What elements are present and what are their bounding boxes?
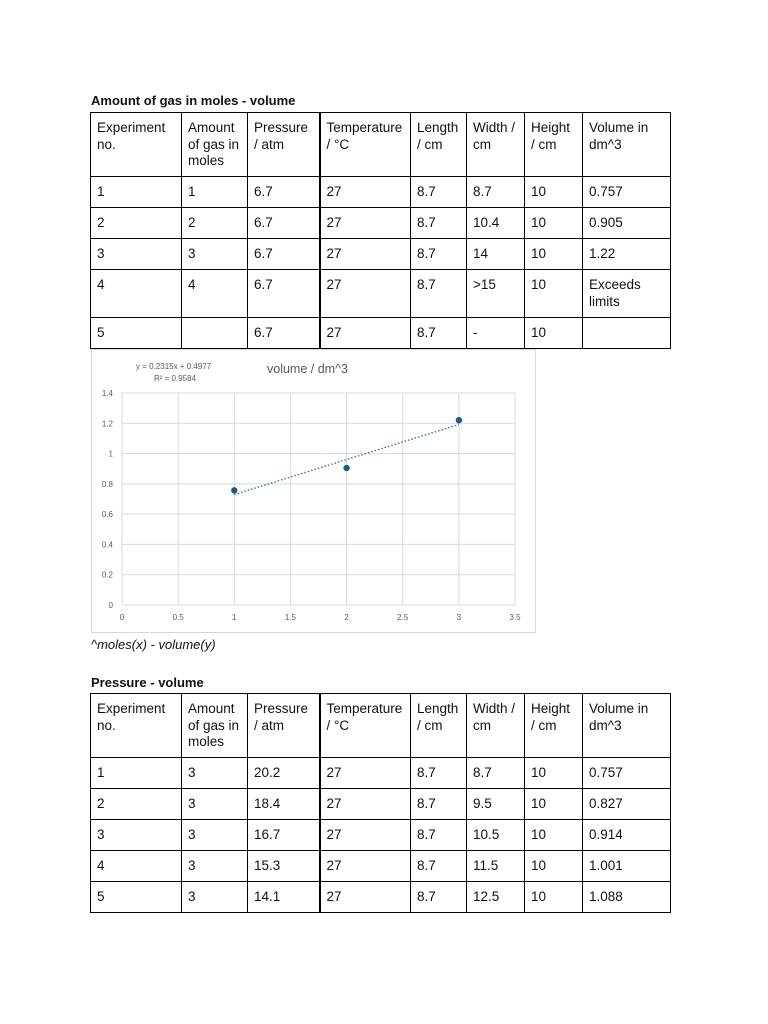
header-cell: Temperature / °C [320, 694, 411, 758]
table-cell: 4 [91, 851, 182, 882]
table-cell: 6.7 [248, 239, 320, 270]
table-cell: 1 [182, 177, 248, 208]
x-tick-label: 3.5 [509, 613, 521, 622]
table-cell: 10 [525, 758, 583, 789]
x-tick-label: 1.5 [284, 613, 296, 622]
table-row [91, 208, 671, 239]
table-row [91, 239, 671, 270]
x-tick-label: 2 [344, 613, 349, 622]
table-cell: 8.7 [467, 758, 525, 789]
table-cell: 8.7 [411, 239, 467, 270]
volume-chart-svg [92, 350, 535, 632]
table-cell: Exceeds limits [583, 270, 671, 318]
table-cell: 10 [525, 851, 583, 882]
header-cell: Experiment no. [91, 113, 182, 177]
moles-volume-table [90, 112, 671, 349]
table-cell: 10 [525, 270, 583, 318]
table-cell: 1 [91, 177, 182, 208]
x-tick-label: 1 [232, 613, 237, 622]
table-cell: 10.4 [467, 208, 525, 239]
table-cell: 27 [320, 208, 411, 239]
x-tick-label: 3 [456, 613, 462, 622]
table-cell: 1.22 [583, 239, 671, 270]
table-cell: 27 [320, 820, 411, 851]
table-cell: 8.7 [411, 270, 467, 318]
table-row [91, 882, 671, 913]
table-row [91, 270, 671, 318]
y-tick-label: 0.8 [101, 479, 113, 489]
y-tick-label: 0.4 [101, 540, 113, 550]
table-cell: 6.7 [248, 208, 320, 239]
table-cell: 0.757 [583, 758, 671, 789]
header-cell: Length / cm [411, 113, 467, 177]
table-cell: 8.7 [467, 177, 525, 208]
pressure-volume-table [90, 693, 671, 913]
section-heading-pressure-volume: Pressure - volume [91, 675, 204, 690]
table-cell: 4 [91, 270, 182, 318]
header-cell: Height / cm [525, 113, 583, 177]
header-cell: Height / cm [525, 694, 583, 758]
section-heading-moles-volume: Amount of gas in moles - volume [91, 93, 296, 108]
table-cell: 27 [320, 177, 411, 208]
table-cell: 10 [525, 789, 583, 820]
table-cell: 10 [525, 177, 583, 208]
table-row [91, 851, 671, 882]
table-cell: 2 [91, 789, 182, 820]
table-cell: 10.5 [467, 820, 525, 851]
header-cell: Experiment no. [91, 694, 182, 758]
table-cell: 0.905 [583, 208, 671, 239]
table-cell: 3 [182, 882, 248, 913]
header-cell: Amount of gas in moles [182, 694, 248, 758]
data-point [456, 417, 462, 423]
table-row [91, 177, 671, 208]
table-cell: 16.7 [248, 820, 320, 851]
table-cell: 27 [320, 318, 411, 349]
table-cell: 27 [320, 758, 411, 789]
table-cell: 2 [182, 208, 248, 239]
table-cell: 8.7 [411, 208, 467, 239]
table-cell: 27 [320, 882, 411, 913]
table-cell: 5 [91, 318, 182, 349]
table-header-row [91, 113, 671, 177]
table-cell: 27 [320, 851, 411, 882]
header-cell: Volume in dm^3 [583, 694, 671, 758]
data-point [343, 465, 349, 471]
table-cell: 3 [182, 239, 248, 270]
table-cell: 1.088 [583, 882, 671, 913]
trendline-equation: y = 0.2315x + 0.4977 [136, 362, 212, 371]
table-cell: 3 [182, 851, 248, 882]
table-cell: 10 [525, 208, 583, 239]
table-row [91, 758, 671, 789]
table-cell: 20.2 [248, 758, 320, 789]
table-cell: 8.7 [411, 789, 467, 820]
table-cell: 3 [91, 820, 182, 851]
y-tick-label: 0 [108, 601, 113, 610]
table-cell: 9.5 [467, 789, 525, 820]
header-cell: Pressure / atm [248, 113, 320, 177]
table-cell: 27 [320, 789, 411, 820]
table-cell [182, 318, 248, 349]
table-cell: 1 [91, 758, 182, 789]
table-cell: 8.7 [411, 882, 467, 913]
table-cell: 8.7 [411, 177, 467, 208]
table-header-row [91, 694, 671, 758]
x-tick-label: 0.5 [172, 613, 184, 622]
y-tick-label: 1 [108, 449, 113, 459]
table-cell [583, 318, 671, 349]
table-cell: 8.7 [411, 318, 467, 349]
table-cell: - [467, 318, 525, 349]
chart-title: volume / dm^3 [267, 362, 348, 376]
table-cell: 27 [320, 270, 411, 318]
table-cell: 14.1 [248, 882, 320, 913]
y-tick-label: 0.6 [101, 510, 113, 520]
table-cell: 12.5 [467, 882, 525, 913]
x-tick-label: 0 [119, 613, 125, 622]
table-cell: 3 [182, 758, 248, 789]
table-cell: 0.914 [583, 820, 671, 851]
table-cell: 3 [91, 239, 182, 270]
chart-caption: ^moles(x) - volume(y) [91, 637, 216, 652]
table-cell: 8.7 [411, 820, 467, 851]
table-cell: 8.7 [411, 758, 467, 789]
table-row [91, 318, 671, 349]
header-cell: Width / cm [467, 113, 525, 177]
table-cell: 6.7 [248, 318, 320, 349]
table-cell: 10 [525, 882, 583, 913]
y-tick-label: 1.4 [101, 389, 113, 398]
table-cell: 1.001 [583, 851, 671, 882]
table-cell: 6.7 [248, 270, 320, 318]
table-cell: 4 [182, 270, 248, 318]
table-row [91, 820, 671, 851]
header-cell: Temperature / °C [320, 113, 411, 177]
table-cell: 14 [467, 239, 525, 270]
table-cell: 10 [525, 239, 583, 270]
header-cell: Amount of gas in moles [182, 113, 248, 177]
table-cell: 0.827 [583, 789, 671, 820]
y-tick-label: 1.2 [101, 419, 113, 429]
table-cell: 10 [525, 318, 583, 349]
table-cell: 3 [182, 820, 248, 851]
table-cell: 2 [91, 208, 182, 239]
table-cell: 18.4 [248, 789, 320, 820]
x-tick-label: 2.5 [397, 613, 409, 622]
table-row [91, 789, 671, 820]
volume-chart [91, 349, 536, 633]
table-cell: 27 [320, 239, 411, 270]
table-cell: 11.5 [467, 851, 525, 882]
table-cell: 3 [182, 789, 248, 820]
header-cell: Pressure / atm [248, 694, 320, 758]
y-tick-label: 0.2 [101, 570, 113, 580]
table-cell: 0.757 [583, 177, 671, 208]
table-cell: 5 [91, 882, 182, 913]
trendline-r-squared: R² = 0.9584 [154, 374, 197, 383]
table-cell: 8.7 [411, 851, 467, 882]
table-cell: 10 [525, 820, 583, 851]
table-cell: 6.7 [248, 177, 320, 208]
header-cell: Length / cm [411, 694, 467, 758]
header-cell: Width / cm [467, 694, 525, 758]
data-point [231, 487, 237, 493]
header-cell: Volume in dm^3 [583, 113, 671, 177]
table-cell: 15.3 [248, 851, 320, 882]
table-cell: >15 [467, 270, 525, 318]
